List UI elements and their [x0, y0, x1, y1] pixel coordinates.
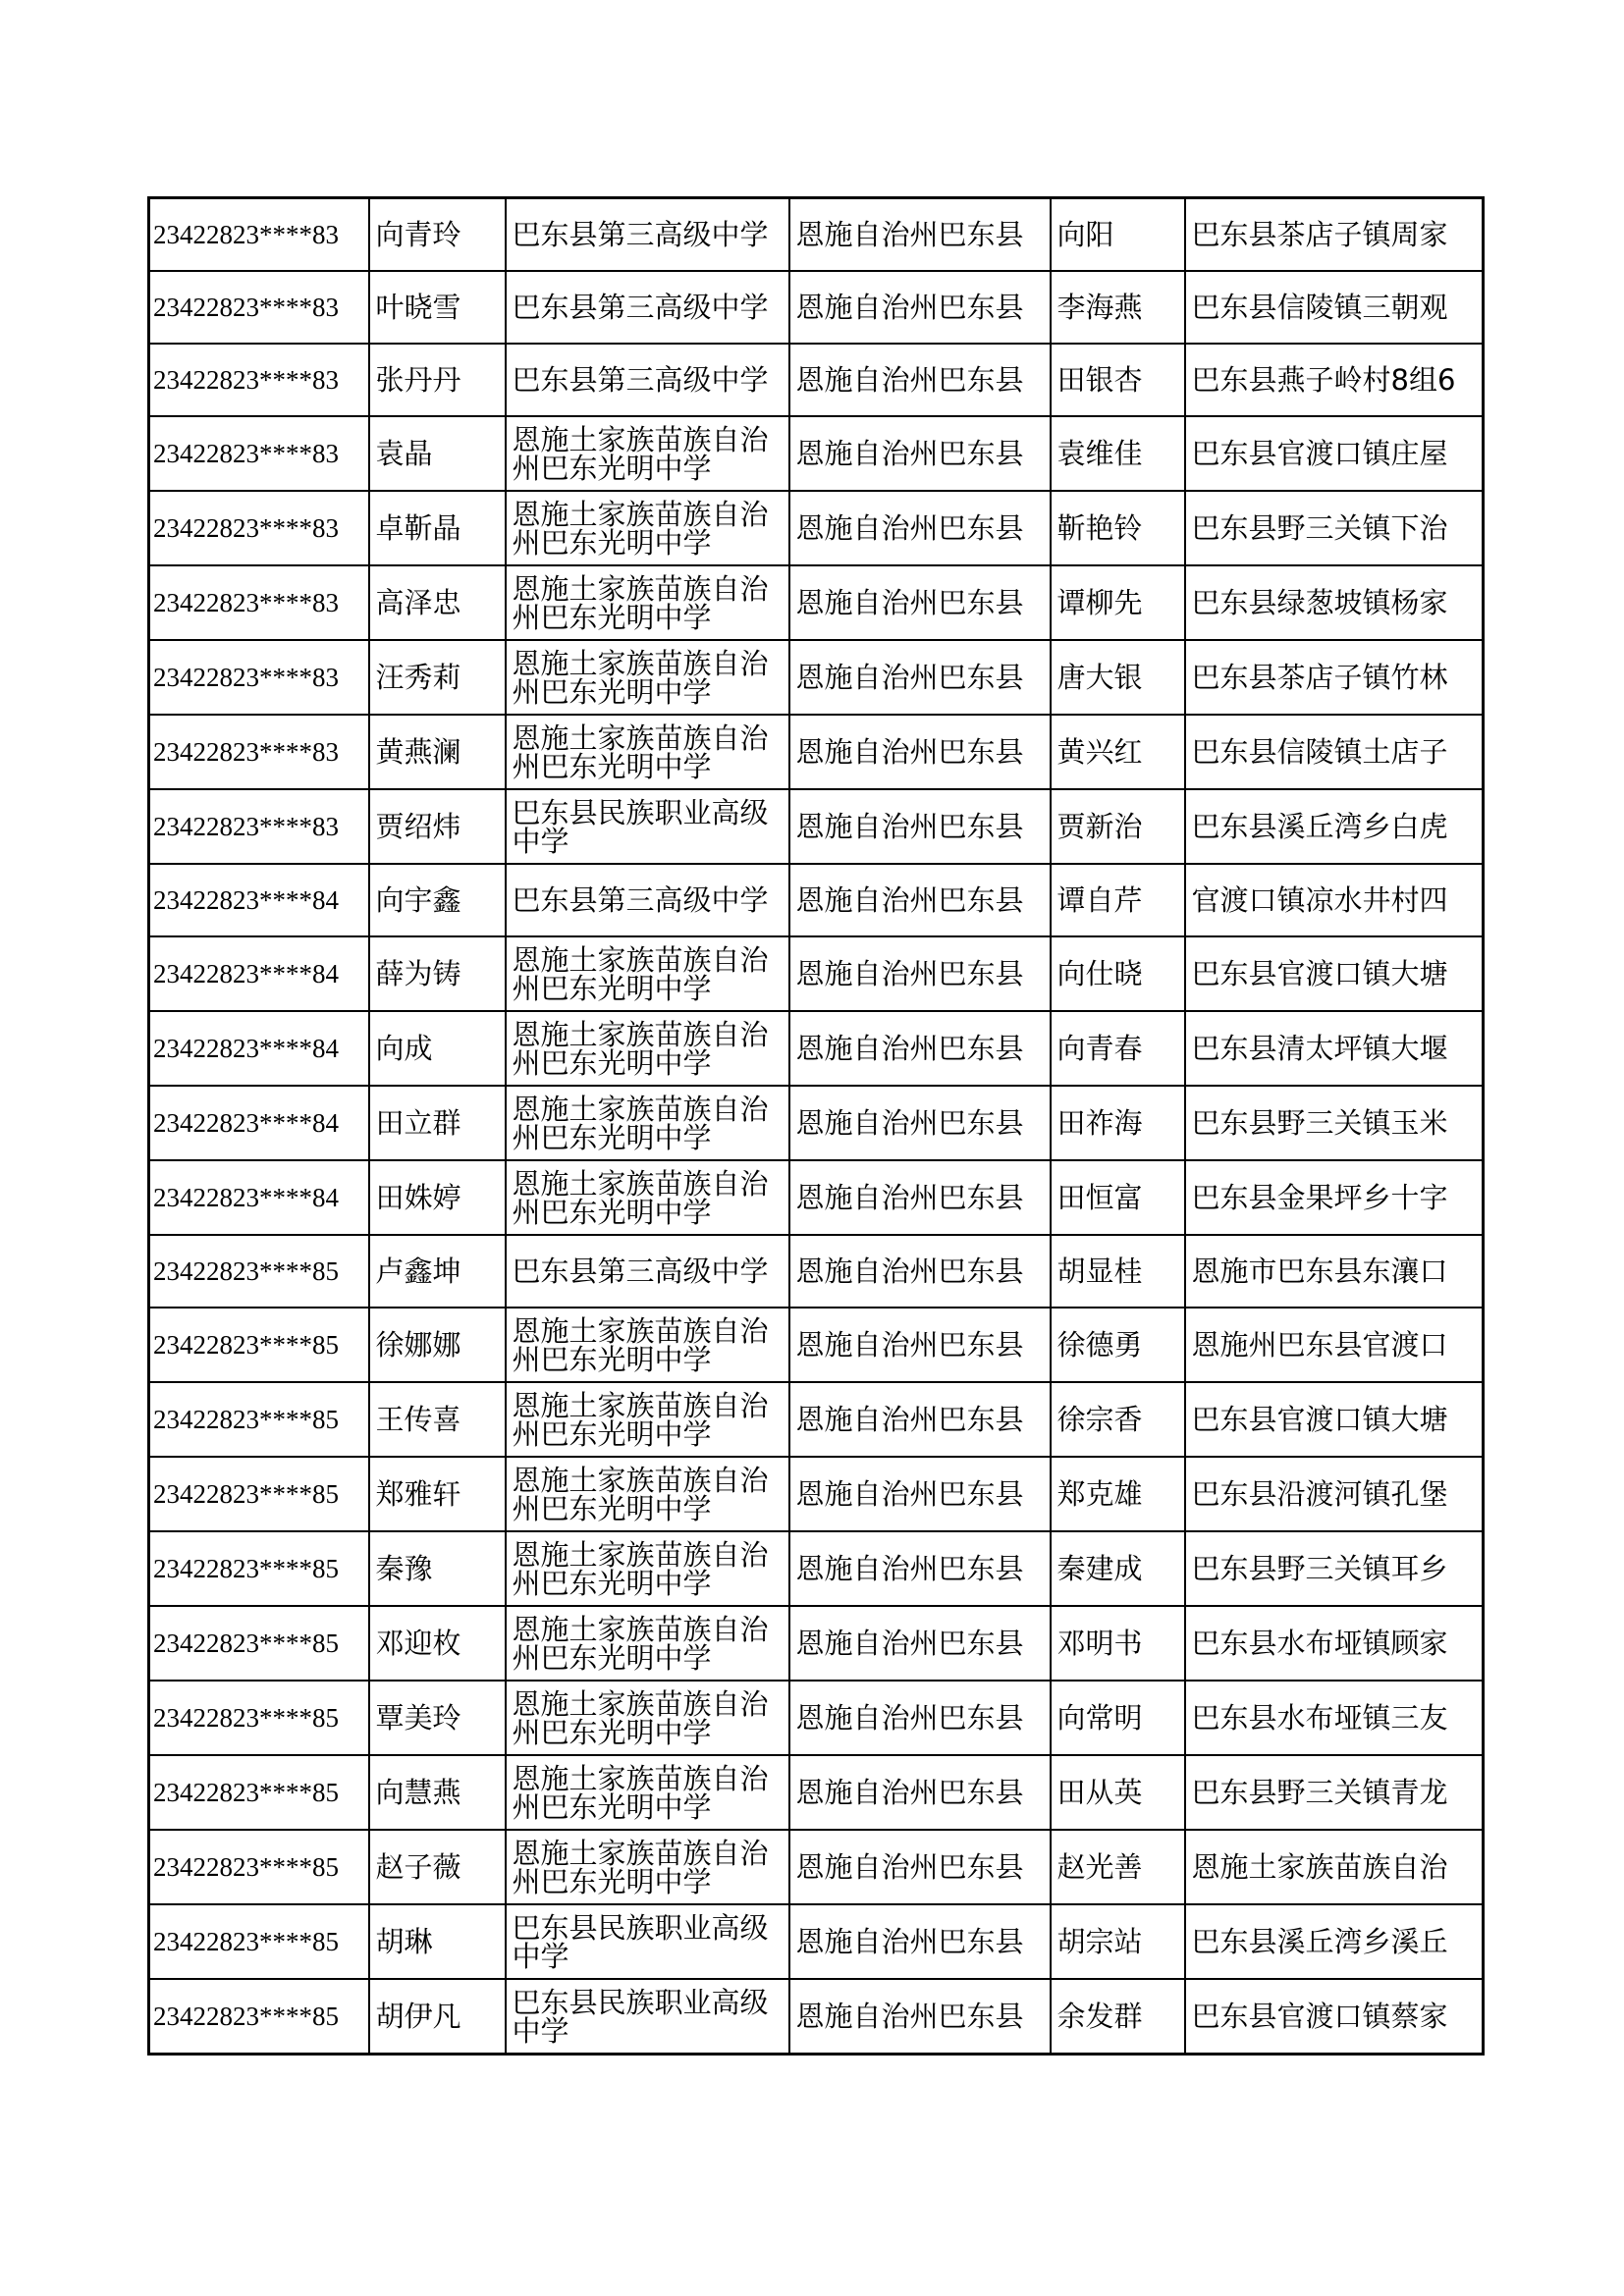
table-row	[149, 344, 1484, 416]
school-cell: 恩施土家族苗族自治州巴东光明中学	[506, 416, 789, 491]
address-cell: 巴东县水布垭镇顾家	[1185, 1606, 1484, 1681]
address-cell: 巴东县官渡口镇大塘	[1185, 936, 1484, 1011]
table-row	[149, 1979, 1484, 2055]
school-cell: 巴东县民族职业高级中学	[506, 789, 789, 864]
school-cell: 恩施土家族苗族自治州巴东光明中学	[506, 565, 789, 640]
table-row	[149, 936, 1484, 1011]
region-cell: 恩施自治州巴东县	[789, 864, 1051, 936]
id-cell: 23422823****85	[149, 1830, 369, 1904]
address-cell: 巴东县溪丘湾乡溪丘	[1185, 1904, 1484, 1979]
student-name-cell: 胡伊凡	[369, 1979, 506, 2055]
table-row	[149, 1830, 1484, 1904]
student-name-cell: 田立群	[369, 1086, 506, 1160]
region-cell: 恩施自治州巴东县	[789, 789, 1051, 864]
address-cell: 巴东县绿葱坡镇杨家	[1185, 565, 1484, 640]
student-name-cell: 田姝婷	[369, 1160, 506, 1235]
id-cell: 23422823****85	[149, 1235, 369, 1308]
school-cell: 恩施土家族苗族自治州巴东光明中学	[506, 1382, 789, 1457]
address-cell: 巴东县水布垭镇三友	[1185, 1681, 1484, 1755]
address-cell: 巴东县官渡口镇大塘	[1185, 1382, 1484, 1457]
student-name-cell: 赵子薇	[369, 1830, 506, 1904]
id-cell: 23422823****83	[149, 715, 369, 789]
guardian-name-cell: 向仕晓	[1051, 936, 1185, 1011]
region-cell: 恩施自治州巴东县	[789, 1086, 1051, 1160]
region-cell: 恩施自治州巴东县	[789, 1382, 1051, 1457]
school-cell: 恩施土家族苗族自治州巴东光明中学	[506, 1457, 789, 1531]
guardian-name-cell: 黄兴红	[1051, 715, 1185, 789]
id-cell: 23422823****84	[149, 1086, 369, 1160]
table-row	[149, 565, 1484, 640]
guardian-name-cell: 徐德勇	[1051, 1308, 1185, 1382]
address-cell: 巴东县清太坪镇大堰	[1185, 1011, 1484, 1086]
region-cell: 恩施自治州巴东县	[789, 640, 1051, 715]
id-cell: 23422823****85	[149, 1308, 369, 1382]
address-cell: 恩施土家族苗族自治	[1185, 1830, 1484, 1904]
student-name-cell: 袁晶	[369, 416, 506, 491]
school-cell: 巴东县第三高级中学	[506, 198, 789, 272]
region-cell: 恩施自治州巴东县	[789, 1011, 1051, 1086]
address-cell: 巴东县野三关镇耳乡	[1185, 1531, 1484, 1606]
table-row	[149, 1382, 1484, 1457]
student-name-cell: 王传喜	[369, 1382, 506, 1457]
school-cell: 巴东县第三高级中学	[506, 271, 789, 344]
records-body	[149, 198, 1484, 2055]
guardian-name-cell: 向常明	[1051, 1681, 1185, 1755]
records-table	[147, 196, 1485, 2056]
id-cell: 23422823****83	[149, 271, 369, 344]
id-cell: 23422823****83	[149, 198, 369, 272]
region-cell: 恩施自治州巴东县	[789, 1308, 1051, 1382]
region-cell: 恩施自治州巴东县	[789, 1904, 1051, 1979]
guardian-name-cell: 李海燕	[1051, 271, 1185, 344]
region-cell: 恩施自治州巴东县	[789, 565, 1051, 640]
address-cell: 巴东县官渡口镇庄屋	[1185, 416, 1484, 491]
guardian-name-cell: 徐宗香	[1051, 1382, 1185, 1457]
school-cell: 恩施土家族苗族自治州巴东光明中学	[506, 715, 789, 789]
id-cell: 23422823****85	[149, 1531, 369, 1606]
region-cell: 恩施自治州巴东县	[789, 1830, 1051, 1904]
school-cell: 恩施土家族苗族自治州巴东光明中学	[506, 1086, 789, 1160]
guardian-name-cell: 邓明书	[1051, 1606, 1185, 1681]
table-row	[149, 789, 1484, 864]
region-cell: 恩施自治州巴东县	[789, 491, 1051, 565]
table-row	[149, 1457, 1484, 1531]
school-cell: 巴东县民族职业高级中学	[506, 1904, 789, 1979]
student-name-cell: 薛为铸	[369, 936, 506, 1011]
guardian-name-cell: 田从英	[1051, 1755, 1185, 1830]
table-row	[149, 715, 1484, 789]
address-cell: 巴东县官渡口镇蔡家	[1185, 1979, 1484, 2055]
student-name-cell: 向青玲	[369, 198, 506, 272]
id-cell: 23422823****85	[149, 1457, 369, 1531]
student-name-cell: 叶晓雪	[369, 271, 506, 344]
id-cell: 23422823****85	[149, 1904, 369, 1979]
student-name-cell: 黄燕澜	[369, 715, 506, 789]
school-cell: 恩施土家族苗族自治州巴东光明中学	[506, 1011, 789, 1086]
id-cell: 23422823****83	[149, 344, 369, 416]
region-cell: 恩施自治州巴东县	[789, 1531, 1051, 1606]
address-cell: 官渡口镇凉水井村四	[1185, 864, 1484, 936]
table-row	[149, 1531, 1484, 1606]
guardian-name-cell: 谭自芹	[1051, 864, 1185, 936]
region-cell: 恩施自治州巴东县	[789, 1979, 1051, 2055]
region-cell: 恩施自治州巴东县	[789, 1755, 1051, 1830]
address-cell: 巴东县茶店子镇周家	[1185, 198, 1484, 272]
table-row	[149, 416, 1484, 491]
student-name-cell: 卢鑫坤	[369, 1235, 506, 1308]
student-name-cell: 向成	[369, 1011, 506, 1086]
guardian-name-cell: 田祚海	[1051, 1086, 1185, 1160]
region-cell: 恩施自治州巴东县	[789, 1235, 1051, 1308]
student-name-cell: 贾绍炜	[369, 789, 506, 864]
school-cell: 巴东县第三高级中学	[506, 1235, 789, 1308]
id-cell: 23422823****84	[149, 1011, 369, 1086]
id-cell: 23422823****85	[149, 1606, 369, 1681]
guardian-name-cell: 向青春	[1051, 1011, 1185, 1086]
address-cell: 巴东县沿渡河镇孔堡	[1185, 1457, 1484, 1531]
region-cell: 恩施自治州巴东县	[789, 1681, 1051, 1755]
table-row	[149, 1755, 1484, 1830]
guardian-name-cell: 胡宗站	[1051, 1904, 1185, 1979]
region-cell: 恩施自治州巴东县	[789, 416, 1051, 491]
student-name-cell: 汪秀莉	[369, 640, 506, 715]
address-cell: 巴东县溪丘湾乡白虎	[1185, 789, 1484, 864]
address-cell: 巴东县燕子岭村8组6	[1185, 344, 1484, 416]
student-name-cell: 向宇鑫	[369, 864, 506, 936]
region-cell: 恩施自治州巴东县	[789, 198, 1051, 272]
guardian-name-cell: 余发群	[1051, 1979, 1185, 2055]
region-cell: 恩施自治州巴东县	[789, 271, 1051, 344]
student-name-cell: 覃美玲	[369, 1681, 506, 1755]
id-cell: 23422823****85	[149, 1382, 369, 1457]
school-cell: 恩施土家族苗族自治州巴东光明中学	[506, 936, 789, 1011]
student-name-cell: 卓靳晶	[369, 491, 506, 565]
guardian-name-cell: 秦建成	[1051, 1531, 1185, 1606]
address-cell: 巴东县野三关镇下治	[1185, 491, 1484, 565]
guardian-name-cell: 袁维佳	[1051, 416, 1185, 491]
school-cell: 巴东县第三高级中学	[506, 864, 789, 936]
table-row	[149, 1606, 1484, 1681]
school-cell: 恩施土家族苗族自治州巴东光明中学	[506, 1755, 789, 1830]
student-name-cell: 张丹丹	[369, 344, 506, 416]
guardian-name-cell: 向阳	[1051, 198, 1185, 272]
guardian-name-cell: 田恒富	[1051, 1160, 1185, 1235]
school-cell: 巴东县第三高级中学	[506, 344, 789, 416]
school-cell: 恩施土家族苗族自治州巴东光明中学	[506, 1830, 789, 1904]
table-row	[149, 1160, 1484, 1235]
guardian-name-cell: 靳艳铃	[1051, 491, 1185, 565]
address-cell: 巴东县野三关镇玉米	[1185, 1086, 1484, 1160]
table-row	[149, 1011, 1484, 1086]
school-cell: 巴东县民族职业高级中学	[506, 1979, 789, 2055]
id-cell: 23422823****84	[149, 864, 369, 936]
school-cell: 恩施土家族苗族自治州巴东光明中学	[506, 1160, 789, 1235]
address-cell: 巴东县信陵镇三朝观	[1185, 271, 1484, 344]
guardian-name-cell: 田银杏	[1051, 344, 1185, 416]
table-row	[149, 1235, 1484, 1308]
school-cell: 恩施土家族苗族自治州巴东光明中学	[506, 491, 789, 565]
region-cell: 恩施自治州巴东县	[789, 344, 1051, 416]
address-cell: 巴东县金果坪乡十字	[1185, 1160, 1484, 1235]
student-name-cell: 秦豫	[369, 1531, 506, 1606]
table-row	[149, 640, 1484, 715]
student-name-cell: 高泽忠	[369, 565, 506, 640]
id-cell: 23422823****85	[149, 1979, 369, 2055]
address-cell: 恩施市巴东县东瀼口	[1185, 1235, 1484, 1308]
region-cell: 恩施自治州巴东县	[789, 1457, 1051, 1531]
id-cell: 23422823****83	[149, 640, 369, 715]
table-row	[149, 1086, 1484, 1160]
table-row	[149, 198, 1484, 272]
guardian-name-cell: 郑克雄	[1051, 1457, 1185, 1531]
student-name-cell: 邓迎枚	[369, 1606, 506, 1681]
table-row	[149, 1681, 1484, 1755]
table-row	[149, 1904, 1484, 1979]
id-cell: 23422823****85	[149, 1681, 369, 1755]
table-row	[149, 864, 1484, 936]
school-cell: 恩施土家族苗族自治州巴东光明中学	[506, 1606, 789, 1681]
address-cell: 巴东县野三关镇青龙	[1185, 1755, 1484, 1830]
address-cell: 恩施州巴东县官渡口	[1185, 1308, 1484, 1382]
id-cell: 23422823****83	[149, 416, 369, 491]
table-row	[149, 1308, 1484, 1382]
guardian-name-cell: 赵光善	[1051, 1830, 1185, 1904]
school-cell: 恩施土家族苗族自治州巴东光明中学	[506, 1531, 789, 1606]
region-cell: 恩施自治州巴东县	[789, 1160, 1051, 1235]
address-cell: 巴东县信陵镇土店子	[1185, 715, 1484, 789]
address-cell: 巴东县茶店子镇竹林	[1185, 640, 1484, 715]
student-name-cell: 郑雅轩	[369, 1457, 506, 1531]
region-cell: 恩施自治州巴东县	[789, 936, 1051, 1011]
table-row	[149, 271, 1484, 344]
region-cell: 恩施自治州巴东县	[789, 715, 1051, 789]
id-cell: 23422823****83	[149, 565, 369, 640]
id-cell: 23422823****83	[149, 789, 369, 864]
school-cell: 恩施土家族苗族自治州巴东光明中学	[506, 640, 789, 715]
guardian-name-cell: 唐大银	[1051, 640, 1185, 715]
table-row	[149, 491, 1484, 565]
school-cell: 恩施土家族苗族自治州巴东光明中学	[506, 1308, 789, 1382]
guardian-name-cell: 胡显桂	[1051, 1235, 1185, 1308]
id-cell: 23422823****84	[149, 936, 369, 1011]
guardian-name-cell: 贾新治	[1051, 789, 1185, 864]
student-name-cell: 徐娜娜	[369, 1308, 506, 1382]
id-cell: 23422823****84	[149, 1160, 369, 1235]
school-cell: 恩施土家族苗族自治州巴东光明中学	[506, 1681, 789, 1755]
id-cell: 23422823****83	[149, 491, 369, 565]
student-name-cell: 向慧燕	[369, 1755, 506, 1830]
guardian-name-cell: 谭柳先	[1051, 565, 1185, 640]
id-cell: 23422823****85	[149, 1755, 369, 1830]
region-cell: 恩施自治州巴东县	[789, 1606, 1051, 1681]
student-name-cell: 胡琳	[369, 1904, 506, 1979]
